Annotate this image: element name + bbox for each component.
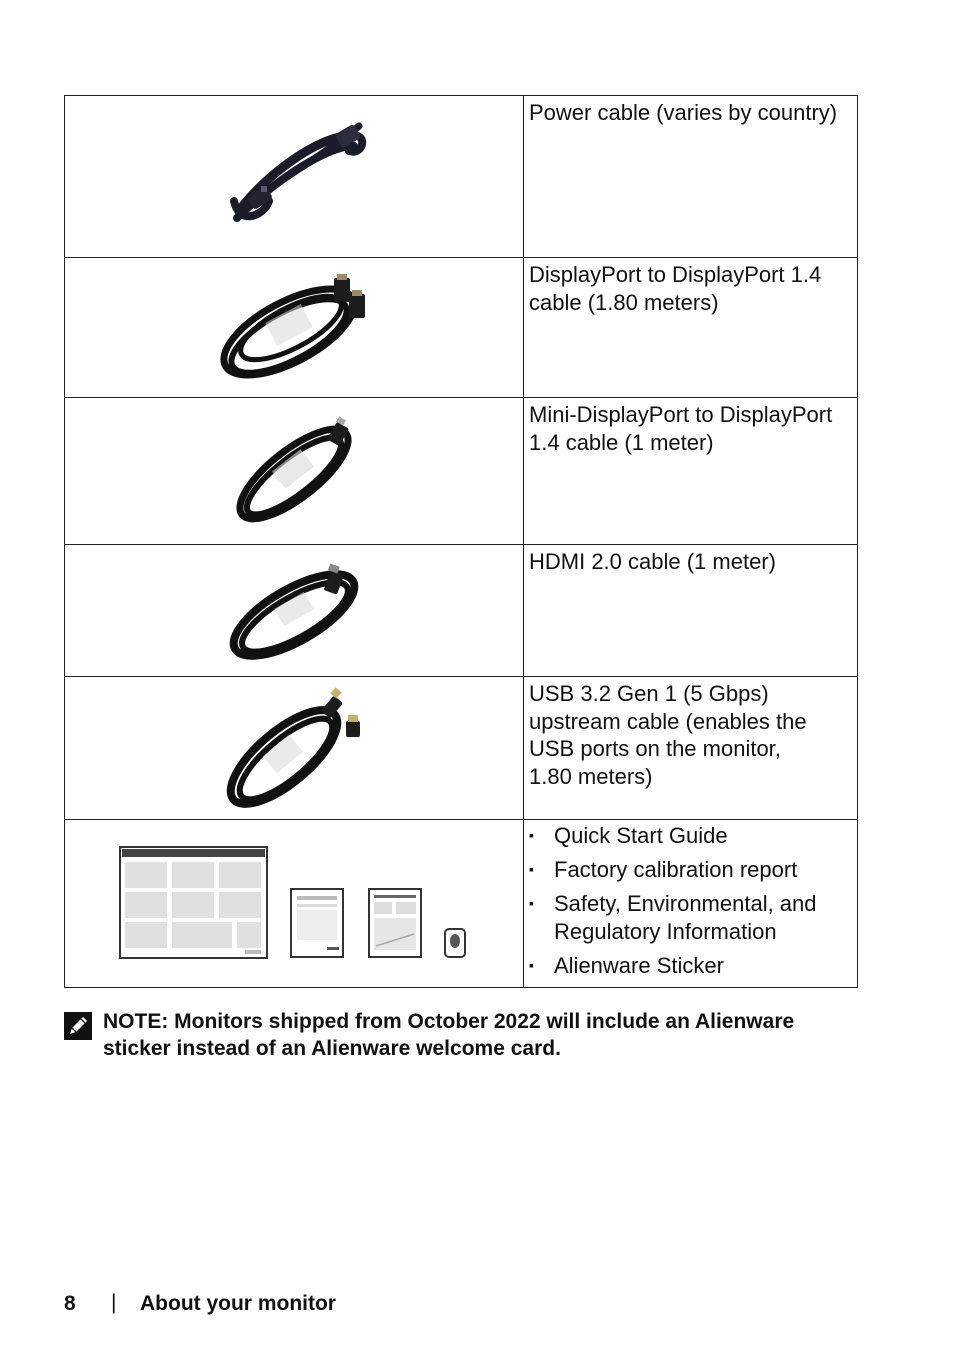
description-line: 1.80 meters) bbox=[529, 763, 653, 789]
page-number: 8 bbox=[64, 1292, 76, 1315]
table-row bbox=[65, 398, 858, 545]
list-item bbox=[529, 890, 851, 945]
description-line: Power cable (varies by country) bbox=[529, 100, 838, 125]
note-block bbox=[64, 1008, 858, 1062]
table-row bbox=[65, 677, 858, 820]
description-line: DisplayPort to DisplayPort 1.4 bbox=[529, 262, 822, 287]
section-title: About your monitor bbox=[140, 1292, 336, 1315]
item-description bbox=[524, 398, 858, 545]
list-item-text: Alienware Sticker bbox=[554, 952, 724, 978]
displayport-cable-image bbox=[209, 270, 379, 390]
documents-list bbox=[529, 822, 851, 979]
image-cell bbox=[65, 820, 524, 988]
table-row bbox=[65, 96, 858, 258]
image-cell bbox=[65, 545, 524, 677]
description-line: 1.4 cable (1 meter) bbox=[529, 429, 714, 455]
image-cell bbox=[65, 398, 524, 545]
image-cell bbox=[65, 96, 524, 258]
item-description bbox=[524, 545, 858, 677]
table-row bbox=[65, 820, 858, 988]
description-line: Mini-DisplayPort to DisplayPort bbox=[529, 402, 833, 427]
list-item bbox=[529, 952, 851, 980]
bullet-icon: ▪ bbox=[529, 827, 534, 843]
note-pencil-icon bbox=[64, 1012, 92, 1040]
item-description bbox=[524, 258, 858, 398]
note-text bbox=[103, 1008, 858, 1062]
list-item-text: Regulatory Information bbox=[554, 918, 777, 944]
image-cell bbox=[65, 677, 524, 820]
note-line: sticker instead of an Alienware welcome card. bbox=[103, 1037, 561, 1060]
mini-displayport-cable-image bbox=[219, 412, 369, 532]
list-item bbox=[529, 856, 851, 884]
package-contents-table bbox=[64, 95, 858, 988]
list-item-text: Factory calibration report bbox=[554, 857, 798, 882]
footer-separator: | bbox=[111, 1291, 117, 1314]
list-item-text: Quick Start Guide bbox=[554, 823, 728, 848]
usb-cable-image bbox=[214, 685, 374, 815]
bullet-icon: ▪ bbox=[529, 861, 534, 877]
power-cable-image bbox=[209, 106, 379, 246]
hdmi-cable-image bbox=[219, 557, 369, 667]
image-cell bbox=[65, 258, 524, 398]
description-line: USB ports on the monitor, bbox=[529, 736, 781, 761]
bullet-icon: ▪ bbox=[529, 895, 534, 911]
bullet-icon: ▪ bbox=[529, 956, 534, 973]
table-row bbox=[65, 545, 858, 677]
description-line: cable (1.80 meters) bbox=[529, 289, 719, 315]
description-line: HDMI 2.0 cable (1 meter) bbox=[529, 549, 776, 574]
item-description bbox=[524, 677, 858, 820]
list-item bbox=[529, 822, 851, 850]
table-row bbox=[65, 258, 858, 398]
list-item-text: Safety, Environmental, and bbox=[554, 891, 817, 916]
item-description bbox=[524, 96, 858, 258]
description-line: USB 3.2 Gen 1 (5 Gbps) bbox=[529, 681, 769, 706]
documents-list-cell bbox=[524, 820, 858, 988]
documents-image bbox=[65, 820, 523, 987]
description-line: upstream cable (enables the bbox=[529, 708, 807, 734]
note-line: NOTE: Monitors shipped from October 2022 will include an Alienware bbox=[103, 1010, 795, 1033]
